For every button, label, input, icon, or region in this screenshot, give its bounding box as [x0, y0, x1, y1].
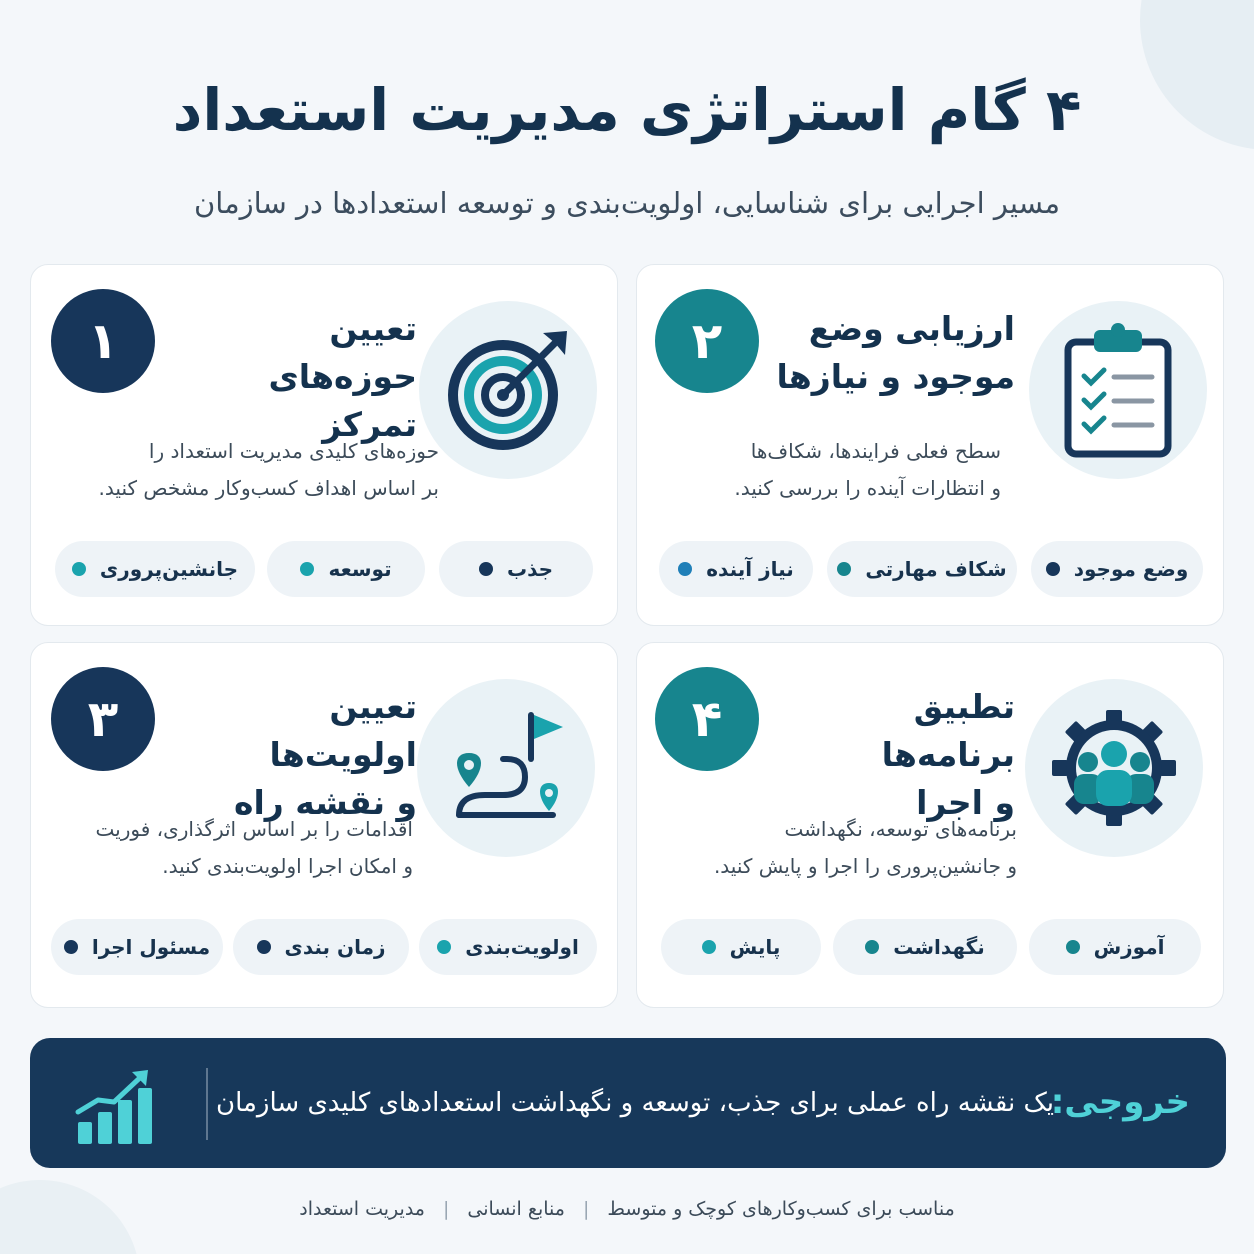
tag-pill: آموزش: [1029, 919, 1201, 975]
tag-dot: [837, 562, 851, 576]
footer-separator: |: [582, 1198, 590, 1220]
tag-pill: مسئول اجرا: [51, 919, 223, 975]
step-title: ارزیابی وضع موجود و نیازها: [776, 309, 1015, 396]
tag-dot: [1046, 562, 1060, 576]
tag-pill: نیاز آینده: [659, 541, 813, 597]
step-description: حوزه‌های کلیدی مدیریت استعداد را بر اساس اهداف کسب‌وکار مشخص کنید.: [98, 439, 439, 500]
tag-pill: نگهداشت: [833, 919, 1017, 975]
tag-dot: [437, 940, 451, 954]
footer-item: منابع انسانی: [467, 1198, 565, 1220]
icon-circle: [1029, 301, 1207, 479]
step-title: تطبیق برنامه‌ها و اجرا: [881, 687, 1015, 822]
tag-pill: پایش: [661, 919, 821, 975]
tag-dot: [678, 562, 692, 576]
step-card-3: [30, 642, 618, 1008]
step-number-badge: ۲: [655, 289, 759, 393]
tag-dot: [479, 562, 493, 576]
tag-dot: [300, 562, 314, 576]
page-title: ۴ گام استراتژی مدیریت استعداد: [172, 76, 1082, 144]
tag-pill: زمان بندی: [233, 919, 409, 975]
team-gear-icon: [1046, 708, 1182, 828]
output-text: یک نقشه راه عملی برای جذب، توسعه و نگهداشت استعدادهای کلیدی سازمان: [215, 1088, 1054, 1118]
step-description: سطح فعلی فرایندها، شکاف‌ها و انتظارات آینده را بررسی کنید.: [734, 439, 1001, 500]
clipboard-checklist-icon: [1058, 320, 1178, 460]
tag-pill: توسعه: [267, 541, 425, 597]
divider: [206, 1068, 208, 1140]
icon-circle: [1025, 679, 1203, 857]
tag-pill: جذب: [439, 541, 593, 597]
tag-pill: جانشین‌پروری: [55, 541, 255, 597]
step-number-badge: ۴: [655, 667, 759, 771]
tag-pill: وضع موجود: [1031, 541, 1203, 597]
tag-dot: [1066, 940, 1080, 954]
tag-dot: [865, 940, 879, 954]
step-card-2: [636, 264, 1224, 626]
tag-dot: [702, 940, 716, 954]
output-banner: [30, 1038, 1226, 1168]
tag-dot: [72, 562, 86, 576]
step-title: تعیین اولویت‌ها و نقشه راه: [233, 687, 417, 822]
page-subtitle: مسیر اجرایی برای شناسایی، اولویت‌بندی و توسعه استعدادها در سازمان: [193, 186, 1061, 220]
icon-circle: [417, 679, 595, 857]
step-number-badge: ۳: [51, 667, 155, 771]
tag-dot: [257, 940, 271, 954]
footer-item: مناسب برای کسب‌وکارهای کوچک و متوسط: [607, 1198, 955, 1220]
step-card-1: [30, 264, 618, 626]
tag-pill: شکاف مهارتی: [827, 541, 1017, 597]
growth-chart-icon: [74, 1068, 154, 1148]
output-label: خروجی:: [1050, 1082, 1190, 1122]
icon-circle: [419, 301, 597, 479]
footer: [0, 1198, 1254, 1220]
roadmap-flag-icon: [441, 703, 571, 833]
tag-dot: [64, 940, 78, 954]
target-arrow-icon: [443, 325, 573, 455]
step-number-badge: ۱: [51, 289, 155, 393]
step-description: برنامه‌های توسعه، نگهداشت و جانشین‌پروری را اجرا و پایش کنید.: [713, 817, 1017, 878]
tag-pill: اولویت‌بندی: [419, 919, 597, 975]
step-title: تعیین حوزه‌های تمرکز: [268, 309, 417, 444]
footer-separator: |: [442, 1198, 450, 1220]
step-description: اقدامات را بر اساس اثرگذاری، فوریت و امکان اجرا اولویت‌بندی کنید.: [95, 817, 413, 878]
step-card-4: [636, 642, 1224, 1008]
footer-item: مدیریت استعداد: [299, 1198, 425, 1220]
